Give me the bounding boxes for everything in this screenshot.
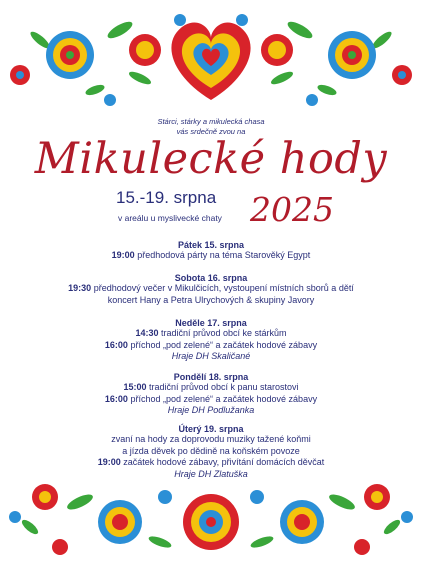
program-day-3 [0,318,422,361]
program-text: začátek hodové zábavy, přivítání domácích děvčat [120,457,325,467]
program-day-5 [0,424,422,479]
program-text: předhodová párty na téma Starověký Egypt [134,250,311,260]
program-text: tradiční průvod obcí ke stárkům [158,328,287,338]
folk-flower-ornament-bottom-icon [0,472,422,569]
event-dates: 15.-19. srpna [116,188,217,207]
program-time: 16:00 [104,393,128,404]
program-time: 14:30 [135,328,159,338]
day-heading: Pondělí 18. srpna [173,372,249,382]
program-item [0,250,422,262]
program-item [0,382,422,394]
program-day-2 [0,273,422,306]
program-item [0,446,422,458]
program-text: příchod „pod zelené“ a začátek hodové zábavy [127,339,318,350]
program-item [0,394,422,406]
invitation-line-2: vás srdečně zvou na [176,127,246,136]
program-time: 19:00 [97,457,121,467]
band-name: Hraje DH Podlužanka [167,405,255,415]
day-heading: Sobota 16. srpna [174,273,248,283]
day-heading: Úterý 19. srpna [178,424,244,434]
folk-heart-ornament-top-icon [0,0,422,112]
program-text: tradiční průvod obcí k panu starostovi [146,382,299,392]
event-year: 2025 [250,190,334,229]
program-text: příchod „pod zelené“ a začátek hodové zábavy [127,393,318,404]
program-item [0,457,422,469]
program-time: 16:00 [104,339,128,350]
day-heading: Neděle 17. srpna [175,318,247,328]
program-item [0,340,422,352]
invitation-line-1: Stárci, stárky a mikulecká chasa [157,117,265,126]
event-title: Mikulecké hody [34,134,388,184]
program-day-4 [0,372,422,415]
program-item [0,295,422,307]
program-text: předhodový večer v Mikulčicích, vystoupení místních sborů a dětí [91,283,354,293]
band-name: Hraje DH Skaličané [171,351,251,361]
event-venue: v areálu u myslivecké chaty [118,213,222,223]
program-day-1 [0,240,422,262]
program-time: 19:30 [68,283,92,293]
band-name: Hraje DH Zlatuška [174,468,248,479]
program-time: 19:00 [111,250,135,260]
program-item [0,328,422,340]
day-heading: Pátek 15. srpna [177,240,245,250]
program-item [0,283,422,295]
program-time: 15:00 [123,382,147,392]
program-text: a jízda děvek po dědině na koňském povoze [122,445,300,456]
program-text: zvaní na hody za doprovodu muziky tažené koňmi [111,434,311,444]
program-text: koncert Hany a Petra Ulrychových & skupiny Javory [107,294,315,305]
program-item [0,434,422,446]
